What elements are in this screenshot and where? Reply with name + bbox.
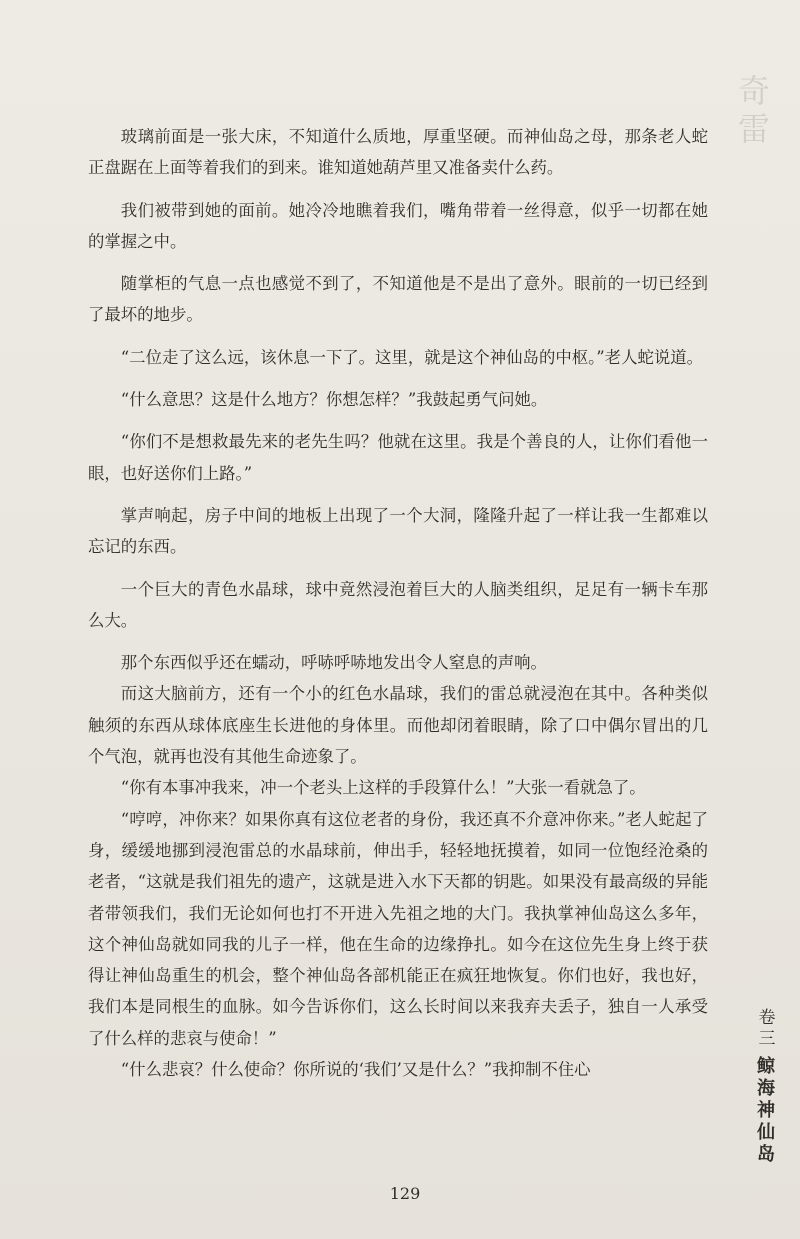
paragraph-4: “二位走了这么远，该休息一下了。这里，就是这个神仙岛的中枢。”老人蛇说道。 bbox=[120, 347, 704, 367]
paragraph-10: 而这大脑前方，还有一个小的红色水晶球，我们的雷总就浸泡在其中。各种类似触须的东西从球体底座生长进他的身体里。而他却闭着眼睛，除了口中偶尔冒出的几个气泡，就再也没有其他生命迹象了。 bbox=[88, 684, 708, 767]
side-volume: 卷三 bbox=[754, 1008, 775, 1050]
paragraph-1: 玻璃前面是一张大床，不知道什么质地，厚重坚硬。而神仙岛之母，那条老人蛇正盘踞在上面等着我们的到来。谁知道她葫芦里又准备卖什么药。 bbox=[88, 127, 708, 178]
side-book-title: 鲸海神仙岛 bbox=[754, 1056, 775, 1166]
paragraph-5: “什么意思？这是什么地方？你想怎样？”我鼓起勇气问她。 bbox=[120, 390, 548, 410]
paragraph-11: “你有本事冲我来，冲一个老头上这样的手段算什么！”大张一看就急了。 bbox=[120, 778, 646, 798]
paragraph-12: “哼哼，冲你来？如果你真有这位老者的身份，我还真不介意冲你来。”老人蛇起了身，缓缓地挪到浸泡雷总的水晶球前，伸出手，轻轻地抚摸着，如同一位饱经沧桑的老者，“这就是我们祖先的遗产，这就是进入水下天都的钥匙。如果没有最高级的异能者带领我们，我们无论如何也打不开进入先祖之地的大门。我执掌神仙岛这么多年，这个神仙岛就如同我的儿子一样，他在生命的边缘挣扎。如今在这位先生身上终于获得让神仙岛重生的机会，整个神仙岛各部机能正在疯狂地恢复。你们也好，我也好，我们本是同根生的血脉。如今告诉你们，这么长时间以来我弃夫丢子，独自一人承受了什么样的悲哀与使命！” bbox=[88, 809, 708, 1048]
paragraph-2: 我们被带到她的面前。她冷冷地瞧着我们，嘴角带着一丝得意，似乎一切都在她的掌握之中。 bbox=[88, 200, 708, 251]
paragraph-7: 掌声响起，房子中间的地板上出现了一个大洞，隆隆升起了一样让我一生都难以忘记的东西。 bbox=[88, 505, 708, 557]
paragraph-6: “你们不是想救最先来的老先生吗？他就在这里。我是个善良的人，让你们看他一眼，也好送你们上路。” bbox=[88, 432, 708, 483]
header-mark: 奇雷 bbox=[738, 72, 771, 149]
page-number: 129 bbox=[389, 1184, 421, 1203]
paragraph-8: 一个巨大的青色水晶球，球中竟然浸泡着巨大的人脑类组织，足足有一辆卡车那么大。 bbox=[88, 579, 708, 630]
page-body bbox=[88, 121, 708, 1085]
paragraph-3: 随掌柜的气息一点也感觉不到了，不知道他是不是出了意外。眼前的一切已经到了最坏的地步。 bbox=[88, 274, 708, 325]
paragraph-13: “什么悲哀？什么使命？你所说的‘我们’又是什么？”我抑制不住心 bbox=[120, 1060, 591, 1080]
paragraph-9: 那个东西似乎还在蠕动，呼哧呼哧地发出令人窒息的声响。 bbox=[120, 653, 547, 673]
side-title bbox=[750, 1008, 778, 1198]
